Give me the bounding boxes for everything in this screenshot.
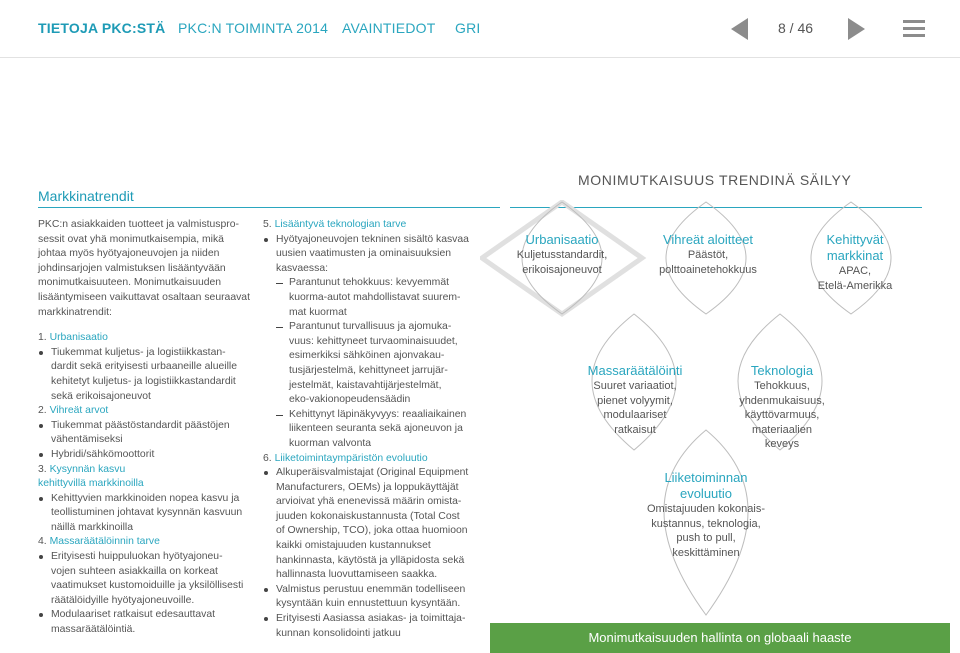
bullet-item: Hyötyajoneuvojen tekninen sisältö kasvaa uusien vaatimusten ja ominaisuuksien kasvaessa:: [263, 233, 488, 277]
nav-avaintiedot[interactable]: AVAINTIEDOT: [342, 20, 436, 36]
intro-line: PKC:n asiakkaiden tuotteet ja valmistuspro-: [38, 219, 239, 230]
diagram-label-urbanisaatio: Urbanisaatio Kuljetusstandardit, erikoisajoneuvot: [516, 232, 608, 276]
bullet-item: Tiukemmat päästöstandardit päästöjen vähentämiseksi: [38, 419, 253, 448]
nav-gri[interactable]: GRI: [455, 20, 481, 36]
diagram-label-vihreat-aloitteet: Vihreät aloitteet Päästöt, polttoainetehokkuus: [659, 232, 757, 276]
intro-line: lisääntymiseen vaikuttavat osaltaan seuraavat: [38, 291, 250, 303]
nav-tietoja-pkc[interactable]: TIETOJA PKC:STÄ: [38, 20, 166, 36]
diagram-label-teknologia: Teknologia Tehokkuus, yhdenmukaisuus, käyttövarmuus, materiaalien keveys: [739, 363, 825, 450]
section-divider: [38, 207, 500, 208]
trend-heading-1: 1. Urbanisaatio: [38, 332, 108, 344]
diagram-title: MONIMUTKAISUUS TRENDINÄ SÄILYY: [578, 172, 852, 188]
page-indicator: 8 / 46: [778, 20, 814, 36]
diagram-label-kehittyvat-markkinat: Kehittyvät markkinat APAC, Etelä-Amerikka: [817, 232, 893, 292]
trend-heading-3: 3. Kysynnän kasvu kehittyvillä markkinoilla: [38, 463, 144, 490]
diagram-label-liiketoiminnan-evoluutio: Liiketoiminnan evoluutio Omistajuuden kokonais- kustannus, teknologia, push to pull, keskittäminen: [646, 470, 765, 559]
bullet-item: Erityisesti Aasiassa asiakas- ja toimittaja- kunnan konsolidointi jatkuu: [263, 612, 488, 641]
top-navigation: [0, 0, 960, 58]
intro-line: johtaa myös hyötyajoneuvojen ja niiden: [38, 248, 220, 260]
bullet-item: Kehittyvien markkinoiden nopea kasvu ja teollistuminen johtavat kysynnän kasvuun näillä markkinoilla: [38, 492, 253, 536]
trend-heading-6: 6. Liiketoimintaympäristön evoluutio: [263, 452, 428, 464]
intro-paragraph: [38, 218, 253, 320]
bullet-item: Modulaariset ratkaisut edesauttavat massaräätälöintiä.: [38, 608, 253, 637]
dash-item: Kehittynyt läpinäkyvyys: reaaliaikainen liikenteen seuranta sekä ajoneuvon ja kuorman valvonta: [263, 408, 488, 452]
diagram-label-massaraatalointi: Massaräätälöinti Suuret variaatiot, pienet volyymit, modulaariset ratkaisut: [587, 363, 683, 436]
intro-line: monimutkaisuuteen. Monimutkaisuuden: [38, 277, 222, 289]
bullet-item: Valmistus perustuu enemmän todelliseen kysyntään kuin ennustettuun kysyntään.: [263, 583, 488, 612]
trend-heading-4: 4. Massaräätälöinnin tarve: [38, 536, 160, 548]
bullet-item: Hybridi/sähkömoottorit: [38, 448, 253, 463]
bullet-item: Alkuperäisvalmistajat (Original Equipment Manufacturers, OEMs) ja loppukäyttäjät arvioivat yhä enenevissä määrin omista- juuden kokonaiskustannusta (Total Cost of Ownership, TCO), joka ottaa huomioon kaikki omistajuuden kustannukset hankinnasta, käytöstä ja ylläpidosta sekä hallinnasta luovuttamiseen saakka.: [263, 466, 488, 583]
middle-text-column: [263, 218, 488, 641]
trend-heading-5: 5. Lisääntyvä teknologian tarve: [263, 219, 407, 230]
dash-item: Parantunut tehokkuus: kevyemmät kuorma-autot mahdollistavat suurem- mat kuormat: [263, 276, 488, 320]
nav-pkc-toiminta[interactable]: PKC:N TOIMINTA 2014: [178, 20, 329, 36]
summary-banner: Monimutkaisuuden hallinta on globaali haaste: [490, 623, 950, 653]
section-title: Markkinatrendit: [38, 188, 134, 204]
bullet-item: Tiukemmat kuljetus- ja logistiikkastan- dardit sekä erityisesti urbaaneille alueille kehitetyt kuljetus- ja logistiikkastandardit sekä erikoisajoneuvot: [38, 346, 253, 404]
dash-item: Parantunut turvallisuus ja ajomuka- vuus: kehittyneet turvaominaisuudet, esimerkiksi sähköinen ajonvakau- tusjärjestelmä, kehittyneet jarrujär- jestelmät, kaistavahtijärjestelmät, eko-vakionopeudensäädin: [263, 320, 488, 408]
previous-page-icon[interactable]: [731, 18, 748, 40]
left-text-column: [38, 218, 253, 638]
intro-line: sessit ovat yhä monimutkaisempia, mikä: [38, 233, 224, 245]
intro-line: markkinatrendit:: [38, 306, 112, 318]
next-page-icon[interactable]: [848, 18, 865, 40]
trend-heading-2: 2. Vihreät arvot: [38, 405, 109, 417]
bullet-item: Erityisesti huippuluokan hyötyajoneu- vojen suhteen asiakkailla on korkeat vaatimukset kustomoiduille ja yksilöllisesti räätälöidyille hyötyajoneuvoille.: [38, 550, 253, 608]
intro-line: johdinsarjojen valmistuksen lisääntyvään: [38, 262, 226, 274]
menu-icon[interactable]: [903, 20, 925, 38]
